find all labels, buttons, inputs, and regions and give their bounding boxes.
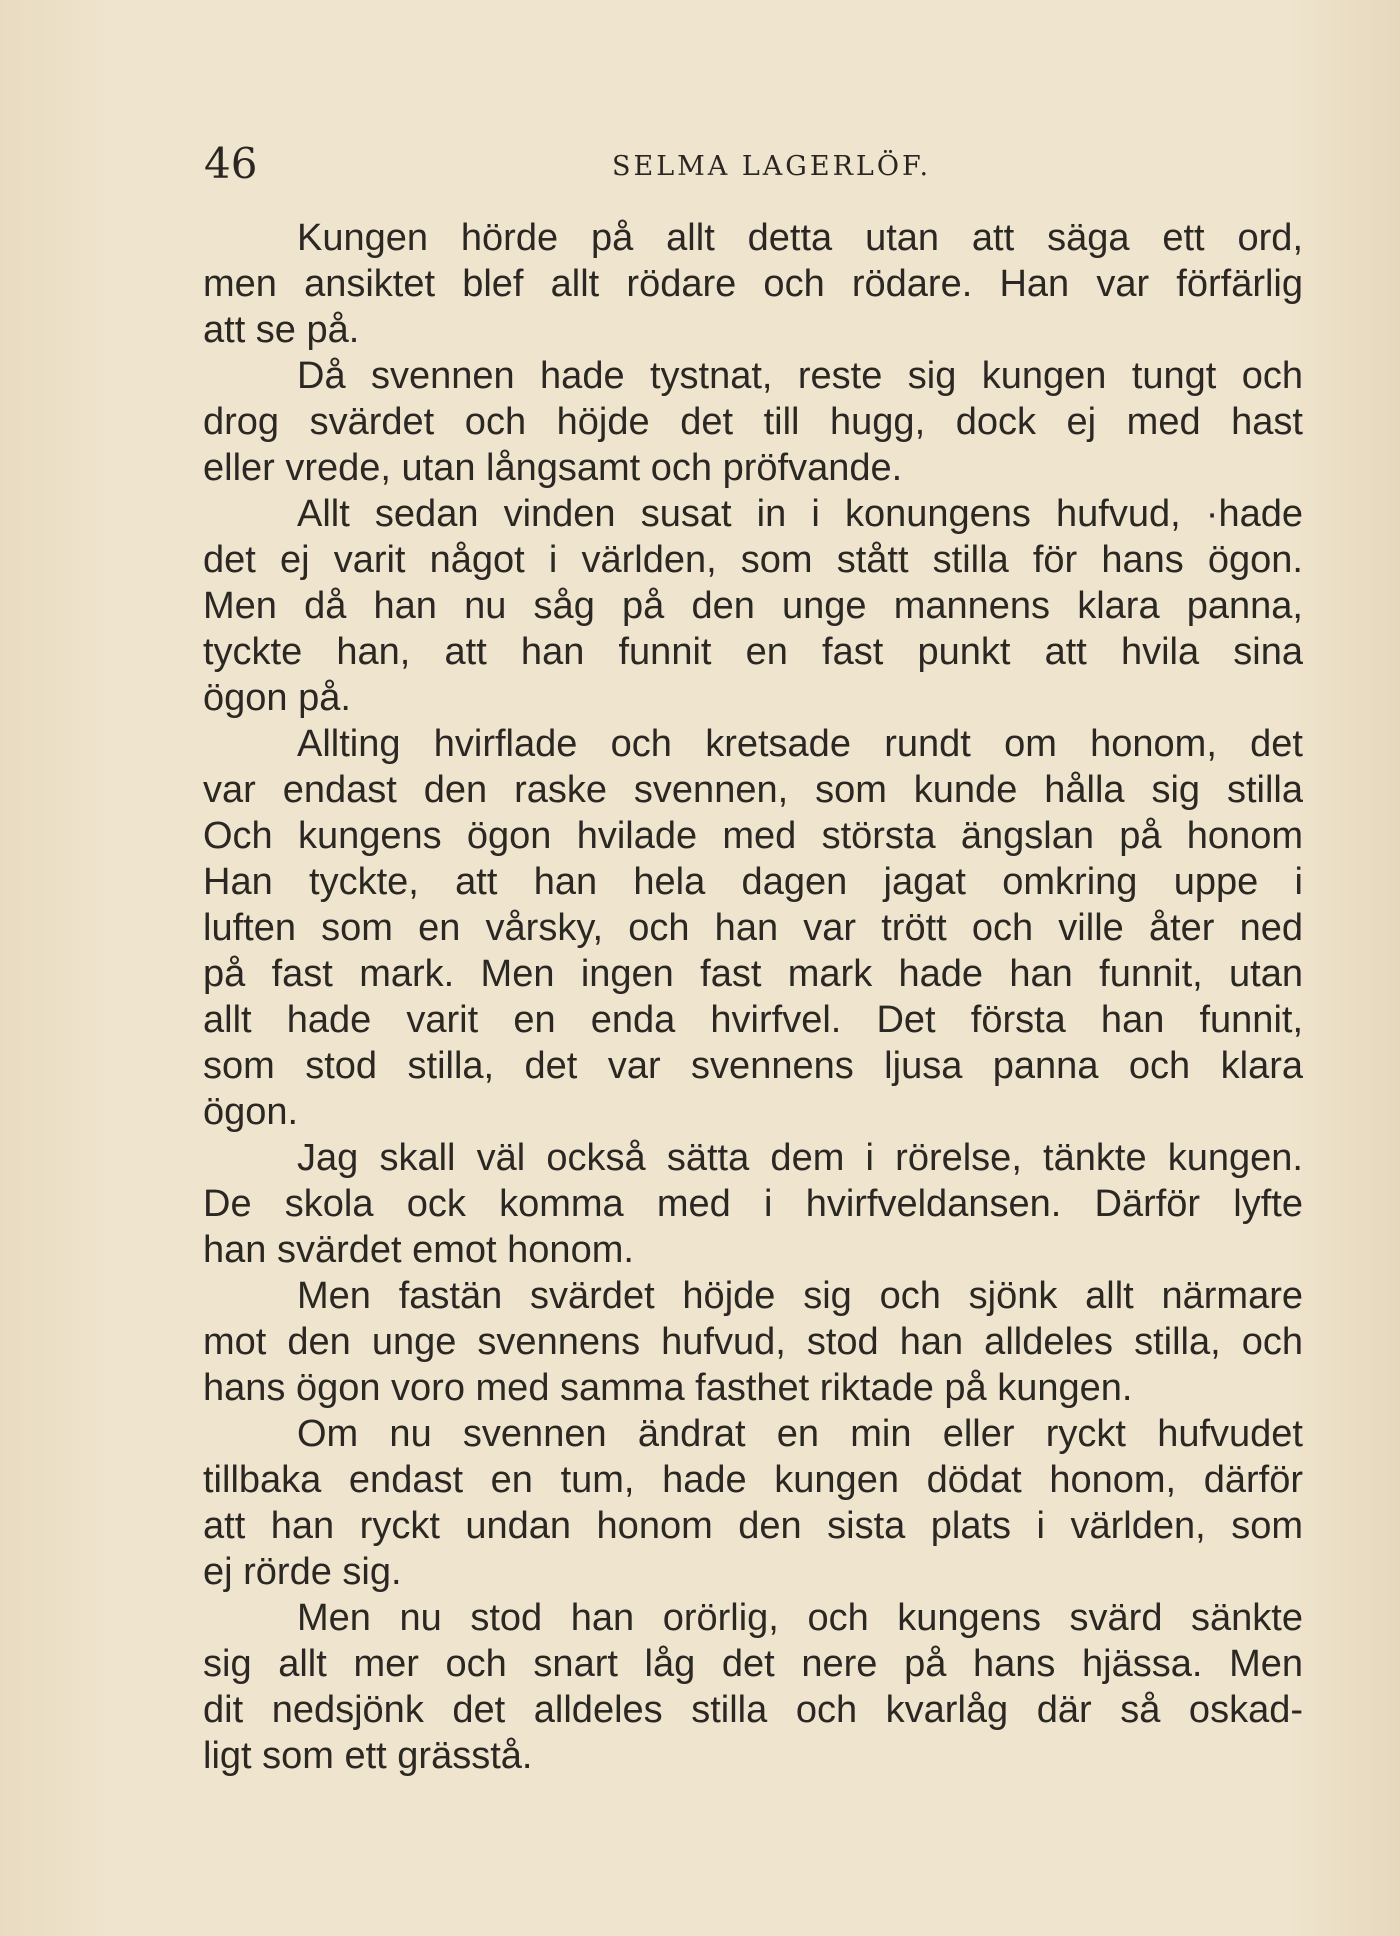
- text-line: Kungen hörde på allt detta utan att säga ett ord,: [297, 217, 1303, 259]
- text-line: Och kungens ögon hvilade med största ängslan på honom: [203, 815, 1303, 857]
- text-line: ligt som ett grässtå.: [203, 1735, 533, 1777]
- text-line: eller vrede, utan långsamt och pröfvande.: [203, 447, 903, 489]
- text-line: Men då han nu såg på den unge mannens klara panna,: [203, 585, 1303, 627]
- text-line: Då svennen hade tystnat, reste sig kungen tungt och: [297, 355, 1303, 397]
- text-line: Han tyckte, att han hela dagen jagat omkring uppe i: [203, 861, 1303, 903]
- text-line: var endast den raske svennen, som kunde hålla sig stilla: [203, 769, 1303, 811]
- text-line: han svärdet emot honom.: [203, 1229, 634, 1271]
- text-line: tyckte han, att han funnit en fast punkt att hvila sina: [203, 631, 1303, 673]
- text-line: ej rörde sig.: [203, 1551, 402, 1593]
- text-line: Om nu svennen ändrat en min eller ryckt hufvudet: [297, 1413, 1303, 1455]
- text-line: Allting hvirflade och kretsade rundt om honom, det: [297, 723, 1303, 765]
- text-line: dit nedsjönk det alldeles stilla och kvarlåg där så oskad-: [203, 1689, 1303, 1731]
- text-line: på fast mark. Men ingen fast mark hade han funnit, utan: [203, 953, 1303, 995]
- text-line: ögon.: [203, 1091, 299, 1133]
- text-line: drog svärdet och höjde det till hugg, dock ej med hast: [203, 401, 1303, 443]
- page-header: [204, 134, 1304, 194]
- text-line: mot den unge svennens hufvud, stod han alldeles stilla, och: [203, 1321, 1303, 1363]
- running-head: SELMA LAGERLÖF.: [612, 151, 932, 182]
- body-text: [203, 215, 1303, 1779]
- text-line: men ansiktet blef allt rödare och rödare. Han var förfärlig: [203, 263, 1303, 305]
- text-line: Allt sedan vinden susat in i konungens hufvud, ·hade: [297, 493, 1303, 535]
- text-line: sig allt mer och snart låg det nere på hans hjässa. Men: [203, 1643, 1303, 1685]
- text-line: det ej varit något i världen, som stått stilla för hans ögon.: [203, 539, 1303, 581]
- text-line: Men fastän svärdet höjde sig och sjönk allt närmare: [297, 1275, 1303, 1317]
- page-number: 46: [204, 139, 258, 188]
- text-line: som stod stilla, det var svennens ljusa panna och klara: [203, 1045, 1303, 1087]
- text-line: Men nu stod han orörlig, och kungens svärd sänkte: [297, 1597, 1303, 1639]
- text-line: att han ryckt undan honom den sista plats i världen, som: [203, 1505, 1303, 1547]
- text-line: De skola ock komma med i hvirfveldansen. Därför lyfte: [203, 1183, 1303, 1225]
- text-line: ögon på.: [203, 677, 351, 719]
- text-line: hans ögon voro med samma fasthet riktade på kungen.: [203, 1367, 1133, 1409]
- text-line: Jag skall väl också sätta dem i rörelse, tänkte kungen.: [297, 1137, 1303, 1179]
- text-line: allt hade varit en enda hvirfvel. Det första han funnit,: [203, 999, 1303, 1041]
- text-line: tillbaka endast en tum, hade kungen dödat honom, därför: [203, 1459, 1303, 1501]
- text-line: luften som en vårsky, och han var trött och ville åter ned: [203, 907, 1303, 949]
- text-line: att se på.: [203, 309, 360, 351]
